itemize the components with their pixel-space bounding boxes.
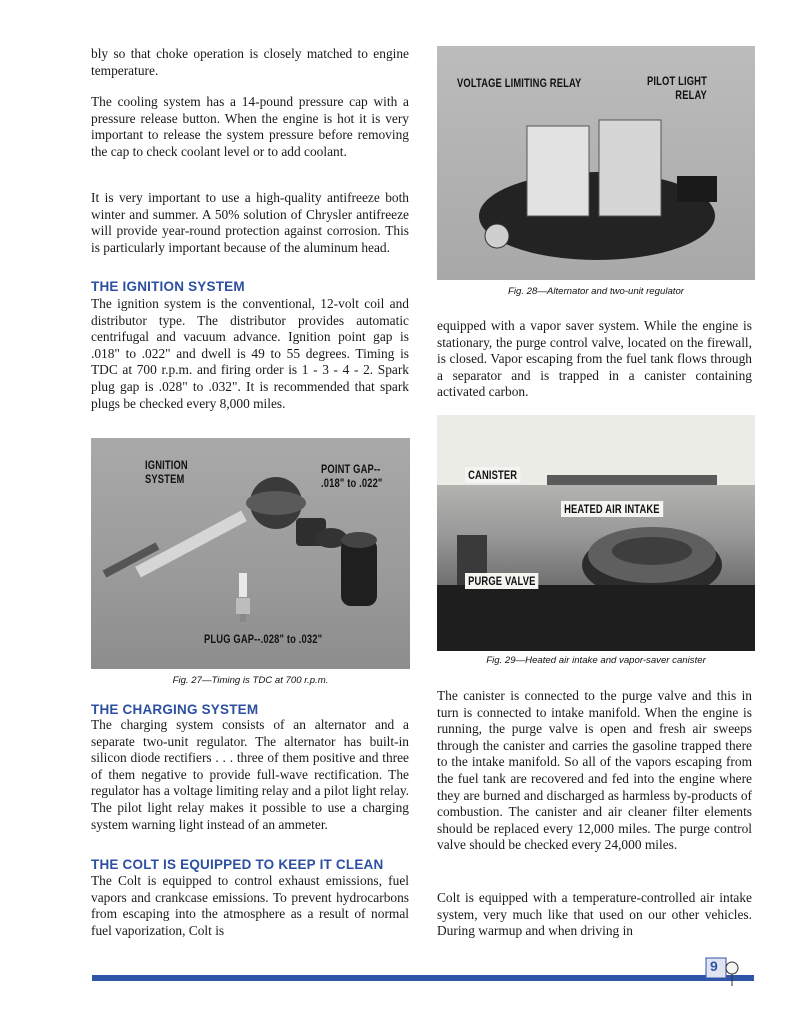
paragraph-antifreeze: It is very important to use a high-quality antifreeze both winter and summer. A 50% solution of Chrysler antifreeze will provide year-round protection against corrosion. This is particularly important because of the aluminum head.	[91, 190, 409, 255]
paragraph-vapor-saver: equipped with a vapor saver system. While the engine is stationary, the purge control valve, located on the firewall, is closed. Vapor escaping from the fuel tank flows through a separator and is trapped in a canister containing activated carbon.	[437, 318, 752, 400]
heading-colt-clean: THE COLT IS EQUIPPED TO KEEP IT CLEAN	[91, 857, 384, 872]
page-number-badge	[700, 956, 744, 990]
label-canister: CANISTER	[465, 467, 520, 483]
caption-fig-28: Fig. 28—Alternator and two-unit regulator	[508, 286, 684, 297]
label-voltage-relay: VOLTAGE LIMITING RELAY	[457, 76, 582, 90]
air-intake-illustration	[437, 415, 755, 651]
air-intake-photo	[437, 415, 755, 651]
ignition-system-photo	[91, 438, 410, 669]
footer-rule	[92, 975, 754, 981]
paragraph-charging: The charging system consists of an alternator and a separate two-unit regulator. The alternator has built-in silicon diode rectifiers . . . three of them positive and three of them negative to provide full-wave rectification. The regulator has a voltage limiting relay and a pilot light relay. The pilot light relay makes it possible to use a charging system warning light instead of an ammeter.	[91, 717, 409, 832]
caption-fig-29: Fig. 29—Heated air intake and vapor-saver canister	[486, 655, 706, 666]
paragraph-canister: The canister is connected to the purge valve and this in turn is connected to intake manifold. When the engine is running, the purge valve is open and fresh air sweeps through the canister and carries the gasoline trapped there to the intake manifold. So all of the vapors escaping from the fuel tank are recovered and fed into the engine where they are burned and discharged as harmless by-products of combustion. The canister and air cleaner filter elements should be replaced every 12,000 miles. The purge control valve should be checked every 24,000 miles.	[437, 688, 752, 853]
label-ignition-system: IGNITION SYSTEM	[145, 458, 188, 486]
paragraph-air-intake: Colt is equipped with a temperature-controlled air intake system, very much like that used on our other vehicles. During warmup and when driving in	[437, 890, 752, 939]
mascot-icon	[700, 956, 744, 990]
label-plug-gap: PLUG GAP--.028" to .032"	[204, 632, 323, 646]
paragraph-cooling: The cooling system has a 14-pound pressure cap with a pressure release button. When the engine is hot it is very important to release the system pressure before removing the cap to check coolant level or to add coolant.	[91, 94, 409, 159]
label-purge-valve: PURGE VALVE	[465, 573, 539, 589]
caption-fig-27: Fig. 27—Timing is TDC at 700 r.p.m.	[172, 675, 329, 686]
heading-ignition: THE IGNITION SYSTEM	[91, 279, 245, 294]
heading-charging: THE CHARGING SYSTEM	[91, 702, 259, 717]
label-pilot-relay: PILOT LIGHT RELAY	[647, 74, 707, 102]
label-point-gap: POINT GAP-- .018" to .022"	[321, 462, 383, 490]
label-heated-air-intake: HEATED AIR INTAKE	[561, 501, 663, 517]
page-number: 9	[710, 958, 718, 974]
regulator-photo	[437, 46, 755, 280]
paragraph-ignition: The ignition system is the conventional, 12-volt coil and distributor type. The distributor provides automatic centrifugal and vacuum advance. Ignition point gap is .018" to .022" and dwell is 49 to 55 degrees. Timing is TDC at 700 r.p.m. and firing order is 1 - 3 - 4 - 2. Spark plug gap is .028" to .032". It is recommended that spark plugs be checked every 8,000 miles.	[91, 296, 409, 411]
paragraph-colt-clean: The Colt is equipped to control exhaust emissions, fuel vapors and crankcase emissions. To prevent hydrocarbons from escaping into the atmosphere as a result of normal fuel vaporization, Colt is	[91, 873, 409, 938]
paragraph-choke: bly so that choke operation is closely matched to engine temperature.	[91, 46, 409, 78]
